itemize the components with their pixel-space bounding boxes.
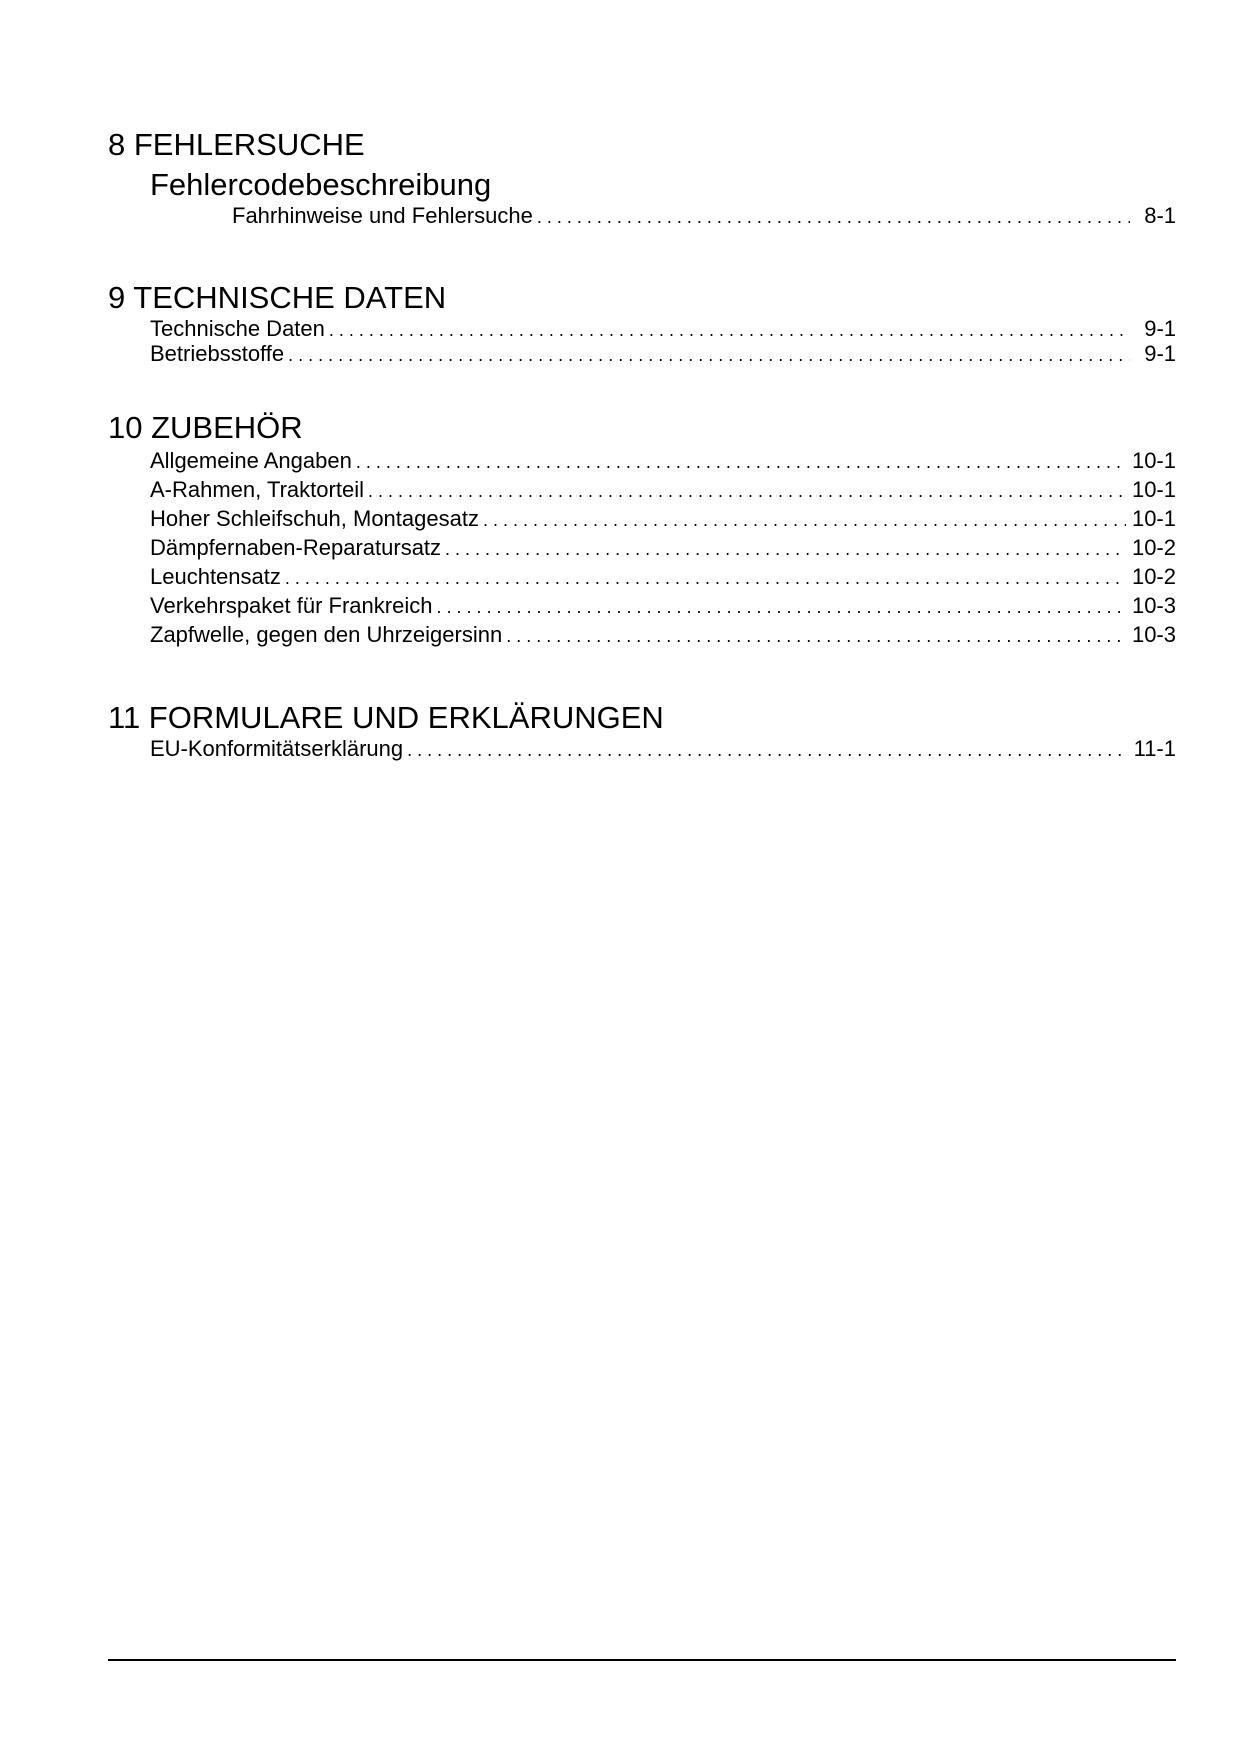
dot-leader — [483, 506, 1126, 535]
toc-entry[interactable] — [150, 736, 1176, 761]
toc-entry[interactable] — [150, 562, 1176, 591]
chapter-title: 11 FORMULARE UND ERKLÄRUNGEN — [108, 700, 664, 735]
toc-list — [108, 736, 1176, 761]
toc-page-number: 10-1 — [1131, 448, 1176, 473]
chapter-10 — [108, 410, 1176, 649]
toc-entry[interactable] — [150, 533, 1176, 562]
toc-page-number: 10-3 — [1131, 593, 1176, 618]
toc-entry-text: Technische Daten — [150, 316, 325, 341]
chapter-title: 9 TECHNISCHE DATEN — [108, 280, 447, 315]
toc-page-number: 8-1 — [1144, 203, 1176, 228]
dot-leader — [368, 477, 1126, 506]
toc-entry-text: Zapfwelle, gegen den Uhrzeigersinn — [150, 622, 503, 647]
dot-leader — [537, 205, 1130, 230]
chapter-9 — [108, 280, 1176, 366]
toc-entry[interactable] — [150, 316, 1176, 341]
toc-entry-text: Hoher Schleifschuh, Montagesatz — [150, 506, 479, 531]
toc-entry[interactable] — [150, 475, 1176, 504]
chapter-8 — [108, 127, 1176, 228]
section-title: Fehlercodebeschreibung — [150, 167, 492, 202]
dot-leader — [407, 738, 1127, 763]
toc-entry-text: Allgemeine Angaben — [150, 448, 352, 473]
toc-entry-text: Verkehrspaket für Frankreich — [150, 593, 433, 618]
dot-leader — [445, 535, 1126, 564]
toc-entry[interactable] — [150, 591, 1176, 620]
toc-list — [108, 203, 1176, 228]
toc-page-number: 10-3 — [1131, 622, 1176, 647]
toc-entry-text: Betriebsstoffe — [150, 341, 285, 366]
toc-page-number: 10-2 — [1131, 535, 1176, 560]
toc-entry-text: EU-Konformitätserklärung — [150, 736, 404, 761]
chapter-11 — [108, 700, 1176, 761]
toc-page-number: 9-1 — [1144, 316, 1176, 341]
toc-entry[interactable] — [150, 446, 1176, 475]
dot-leader — [506, 622, 1126, 651]
toc-list — [108, 316, 1176, 366]
toc-page-number: 9-1 — [1144, 341, 1176, 366]
toc-entry-text: Leuchtensatz — [150, 564, 281, 589]
toc-list — [108, 446, 1176, 649]
toc-page-number: 10-1 — [1131, 506, 1176, 531]
toc-entry[interactable] — [232, 203, 1176, 228]
toc-entry[interactable] — [150, 620, 1176, 649]
chapter-title: 10 ZUBEHÖR — [108, 410, 303, 445]
toc-page-number: 10-1 — [1131, 477, 1176, 502]
footer-rule — [108, 1659, 1176, 1661]
toc-entry[interactable] — [150, 504, 1176, 533]
dot-leader — [288, 343, 1130, 368]
toc-entry-text: Fahrhinweise und Fehlersuche — [232, 203, 533, 228]
toc-entry[interactable] — [150, 341, 1176, 366]
toc-entry-text: A-Rahmen, Traktorteil — [150, 477, 364, 502]
dot-leader — [329, 318, 1130, 343]
dot-leader — [436, 593, 1125, 622]
toc-page-number: 11-1 — [1133, 736, 1176, 761]
chapter-title: 8 FEHLERSUCHE — [108, 127, 365, 162]
toc-entry-text: Dämpfernaben-Reparatursatz — [150, 535, 442, 560]
toc-page-number: 10-2 — [1131, 564, 1176, 589]
dot-leader — [285, 564, 1126, 593]
dot-leader — [356, 448, 1126, 477]
